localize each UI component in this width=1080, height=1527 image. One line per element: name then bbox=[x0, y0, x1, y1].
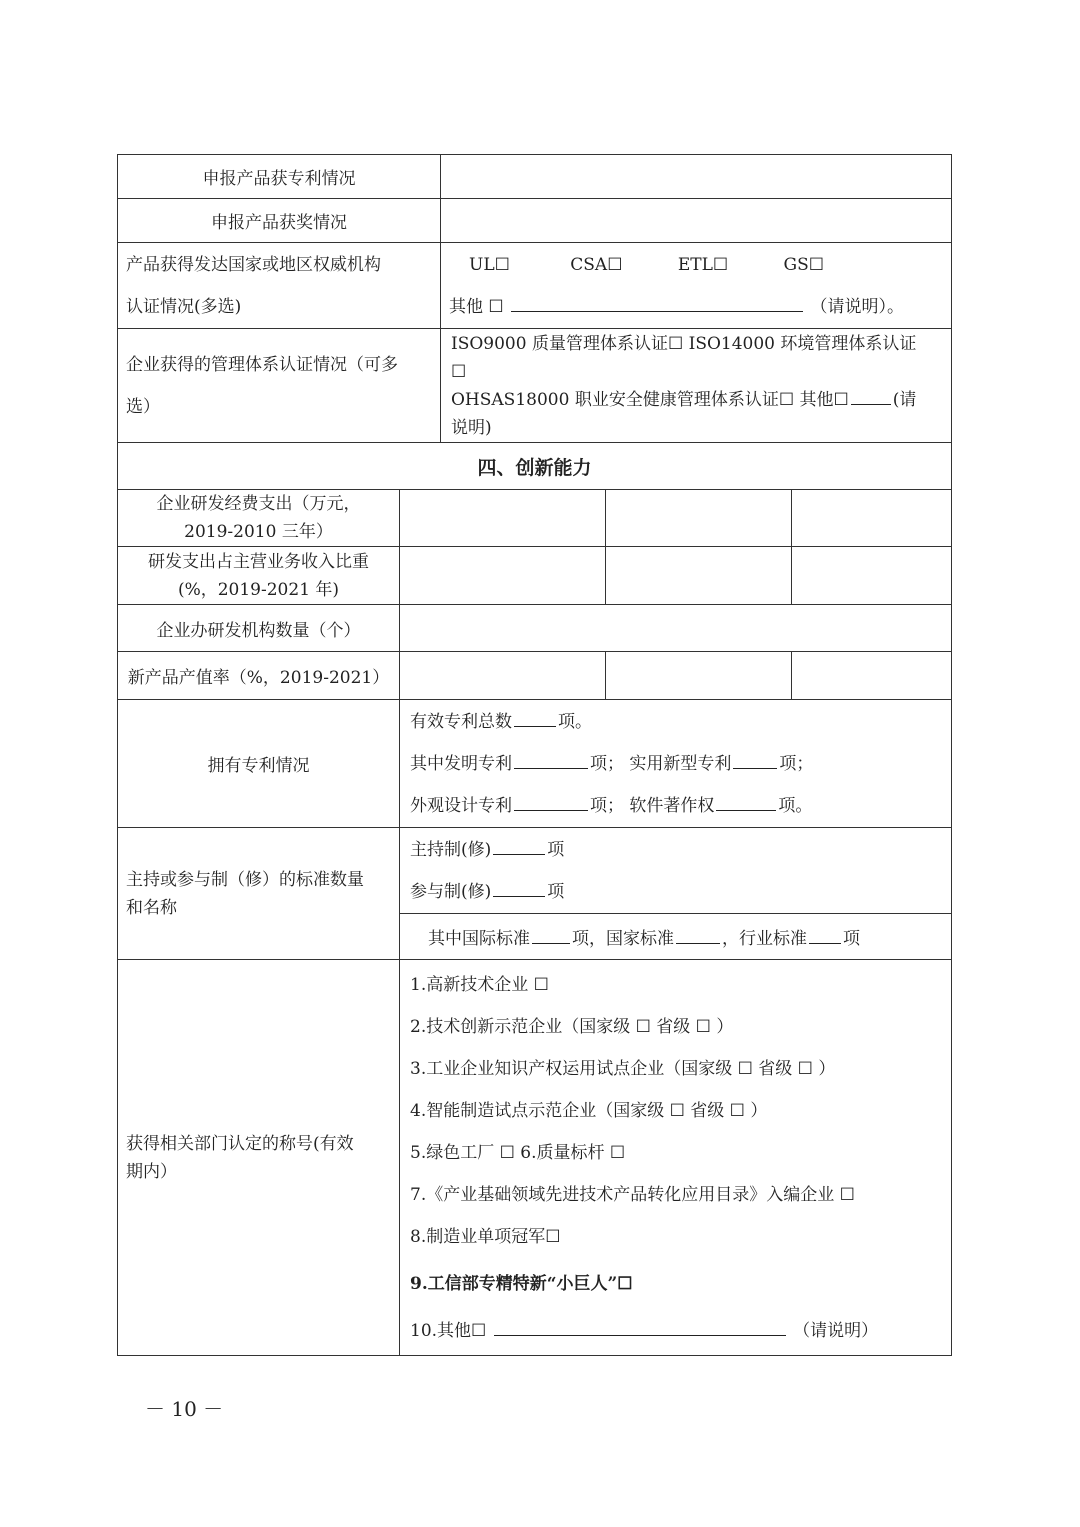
management-label-line1: 企业获得的管理体系认证情况（可多 bbox=[126, 354, 398, 375]
management-line2[interactable]: ☐ bbox=[451, 361, 467, 382]
rd-ratio-label-line1: 研发支出占主营业务收入比重 bbox=[148, 551, 369, 572]
application-form-table bbox=[117, 154, 952, 1356]
certification-label-line1: 产品获得发达国家或地区权威机构 bbox=[126, 254, 381, 275]
standards-intl-blank[interactable] bbox=[532, 927, 570, 944]
patents-invention bbox=[410, 743, 813, 785]
management-line3-note: (请 bbox=[892, 389, 917, 410]
etl-checkbox[interactable]: ETL☐ bbox=[677, 254, 729, 275]
management-other-blank[interactable] bbox=[851, 388, 891, 405]
standards-join-blank[interactable] bbox=[493, 880, 545, 897]
patents-design-blank[interactable] bbox=[514, 794, 588, 811]
standards-host bbox=[410, 829, 951, 871]
new-product-rate-year1[interactable] bbox=[399, 652, 605, 699]
patents-software-text: 项； 软件著作权 bbox=[590, 795, 715, 816]
row-management-certification bbox=[118, 328, 951, 442]
certification-options bbox=[449, 244, 824, 286]
title-item-3[interactable]: 3.工业企业知识产权运用试点企业（国家级 ☐ 省级 ☐ ） bbox=[410, 1058, 836, 1079]
title-item-9[interactable]: 9.工信部专精特新“小巨人”☐ bbox=[410, 1273, 633, 1294]
title-item-10-blank[interactable] bbox=[494, 1319, 786, 1336]
row-rd-org-count bbox=[118, 604, 951, 651]
standards-intl-text: 其中国际标准 bbox=[428, 929, 530, 949]
certification-label-line2: 认证情况(多选) bbox=[126, 296, 242, 317]
title-item-10-note: （请说明） bbox=[793, 1320, 879, 1341]
patents-total bbox=[410, 701, 592, 743]
title-item-1[interactable]: 1.高新技术企业 ☐ bbox=[410, 974, 549, 995]
patents-utility-blank[interactable] bbox=[733, 752, 777, 769]
certification-other-checkbox[interactable]: 其他 ☐ bbox=[449, 296, 504, 317]
standards-national-text: 项，国家标准 bbox=[572, 929, 674, 949]
row-rd-ratio bbox=[118, 546, 951, 604]
management-line3 bbox=[451, 386, 916, 414]
rd-ratio-year3[interactable] bbox=[791, 547, 951, 604]
standards-join-text: 参与制(修) bbox=[410, 881, 492, 902]
row-standards bbox=[118, 827, 951, 959]
ul-checkbox[interactable]: UL☐ bbox=[469, 254, 510, 275]
standards-label-line1: 主持或参与制（修）的标准数量 bbox=[126, 869, 364, 890]
rd-expense-label-line1: 企业研发经费支出（万元， bbox=[156, 494, 361, 514]
award-status-field[interactable] bbox=[440, 199, 951, 242]
new-product-rate-year3[interactable] bbox=[791, 652, 951, 699]
title-item-7[interactable]: 7.《产业基础领域先进技术产品转化应用目录》入编企业 ☐ bbox=[410, 1184, 855, 1205]
standards-host-join bbox=[400, 828, 951, 913]
patents-total-unit: 项。 bbox=[558, 711, 592, 732]
standards-join-unit: 项 bbox=[547, 881, 565, 902]
rd-expense-year3[interactable] bbox=[791, 490, 951, 546]
page-number: － 10 － bbox=[145, 1397, 224, 1421]
rd-ratio-year1[interactable] bbox=[399, 547, 605, 604]
management-line3-text[interactable]: OHSAS18000 职业安全健康管理体系认证☐ 其他☐ bbox=[451, 389, 849, 410]
section-title-row bbox=[118, 442, 951, 489]
standards-industry-blank[interactable] bbox=[809, 927, 841, 944]
patents-invention-blank[interactable] bbox=[514, 752, 588, 769]
management-line4: 说明) bbox=[451, 417, 492, 438]
row-titles bbox=[118, 959, 951, 1355]
patents-software-blank[interactable] bbox=[716, 794, 776, 811]
patents-software-unit: 项。 bbox=[778, 795, 813, 816]
csa-checkbox[interactable]: CSA☐ bbox=[570, 254, 623, 275]
rd-org-count-field[interactable] bbox=[399, 605, 951, 651]
rd-ratio-label-line2: (%，2019-2021 年) bbox=[177, 579, 340, 600]
new-product-rate-year2[interactable] bbox=[605, 652, 791, 699]
standards-industry-text: ，行业标准 bbox=[722, 929, 807, 949]
rd-expense-year2[interactable] bbox=[605, 490, 791, 546]
standards-host-text: 主持制(修) bbox=[410, 839, 492, 860]
title-item-5-6[interactable]: 5.绿色工厂 ☐ 6.质量标杆 ☐ bbox=[410, 1142, 626, 1163]
rd-expense-label-line2: 2019-2010 三年） bbox=[184, 522, 333, 542]
title-item-8[interactable]: 8.制造业单项冠军☐ bbox=[410, 1226, 561, 1247]
standards-industry-unit: 项 bbox=[843, 929, 860, 949]
certification-other-blank[interactable] bbox=[511, 295, 803, 312]
standards-label-line2: 和名称 bbox=[126, 897, 177, 918]
patents-total-text: 有效专利总数 bbox=[410, 711, 512, 732]
rd-org-count-label: 企业办研发机构数量（个） bbox=[156, 620, 361, 641]
standards-host-blank[interactable] bbox=[493, 838, 545, 855]
patents-invention-text: 其中发明专利 bbox=[410, 753, 512, 774]
titles-label-line2: 期内） bbox=[126, 1161, 177, 1182]
patent-status-field[interactable] bbox=[440, 155, 951, 198]
gs-checkbox[interactable]: GS☐ bbox=[783, 254, 824, 275]
row-rd-expense bbox=[118, 489, 951, 546]
standards-breakdown bbox=[400, 913, 951, 959]
patents-design bbox=[410, 785, 812, 827]
row-patent-status bbox=[118, 155, 951, 198]
patents-utility-unit: 项； bbox=[779, 753, 814, 774]
patent-status-label: 申报产品获专利情况 bbox=[202, 169, 356, 189]
patents-design-text: 外观设计专利 bbox=[410, 795, 512, 816]
standards-join bbox=[410, 871, 951, 913]
award-status-label: 申报产品获奖情况 bbox=[211, 213, 347, 233]
certification-other bbox=[449, 286, 904, 328]
row-certification bbox=[118, 242, 951, 328]
patents-label: 拥有专利情况 bbox=[207, 756, 310, 776]
standards-host-unit: 项 bbox=[547, 839, 565, 860]
row-patents bbox=[118, 699, 951, 827]
management-line1[interactable]: ISO9000 质量管理体系认证☐ ISO14000 环境管理体系认证 bbox=[451, 333, 917, 354]
certification-other-note: （请说明）。 bbox=[810, 296, 904, 317]
rd-expense-year1[interactable] bbox=[399, 490, 605, 546]
title-item-10-checkbox[interactable]: 10.其他☐ bbox=[410, 1320, 487, 1341]
title-item-2[interactable]: 2.技术创新示范企业（国家级 ☐ 省级 ☐ ） bbox=[410, 1016, 734, 1037]
rd-ratio-year2[interactable] bbox=[605, 547, 791, 604]
section-title: 四、创新能力 bbox=[477, 456, 592, 479]
titles-label-line1: 获得相关部门认定的称号(有效 bbox=[126, 1133, 354, 1154]
standards-national-blank[interactable] bbox=[676, 927, 720, 944]
new-product-rate-label: 新产品产值率（%，2019-2021） bbox=[127, 668, 390, 688]
titles-list bbox=[399, 960, 951, 1355]
patents-utility-text: 项； 实用新型专利 bbox=[590, 753, 732, 774]
patents-total-blank[interactable] bbox=[514, 710, 556, 727]
title-item-4[interactable]: 4.智能制造试点示范企业（国家级 ☐ 省级 ☐ ） bbox=[410, 1100, 768, 1121]
row-new-product-rate bbox=[118, 651, 951, 699]
title-item-10 bbox=[410, 1310, 878, 1352]
management-label-line2: 选） bbox=[126, 396, 160, 417]
row-award-status bbox=[118, 198, 951, 242]
